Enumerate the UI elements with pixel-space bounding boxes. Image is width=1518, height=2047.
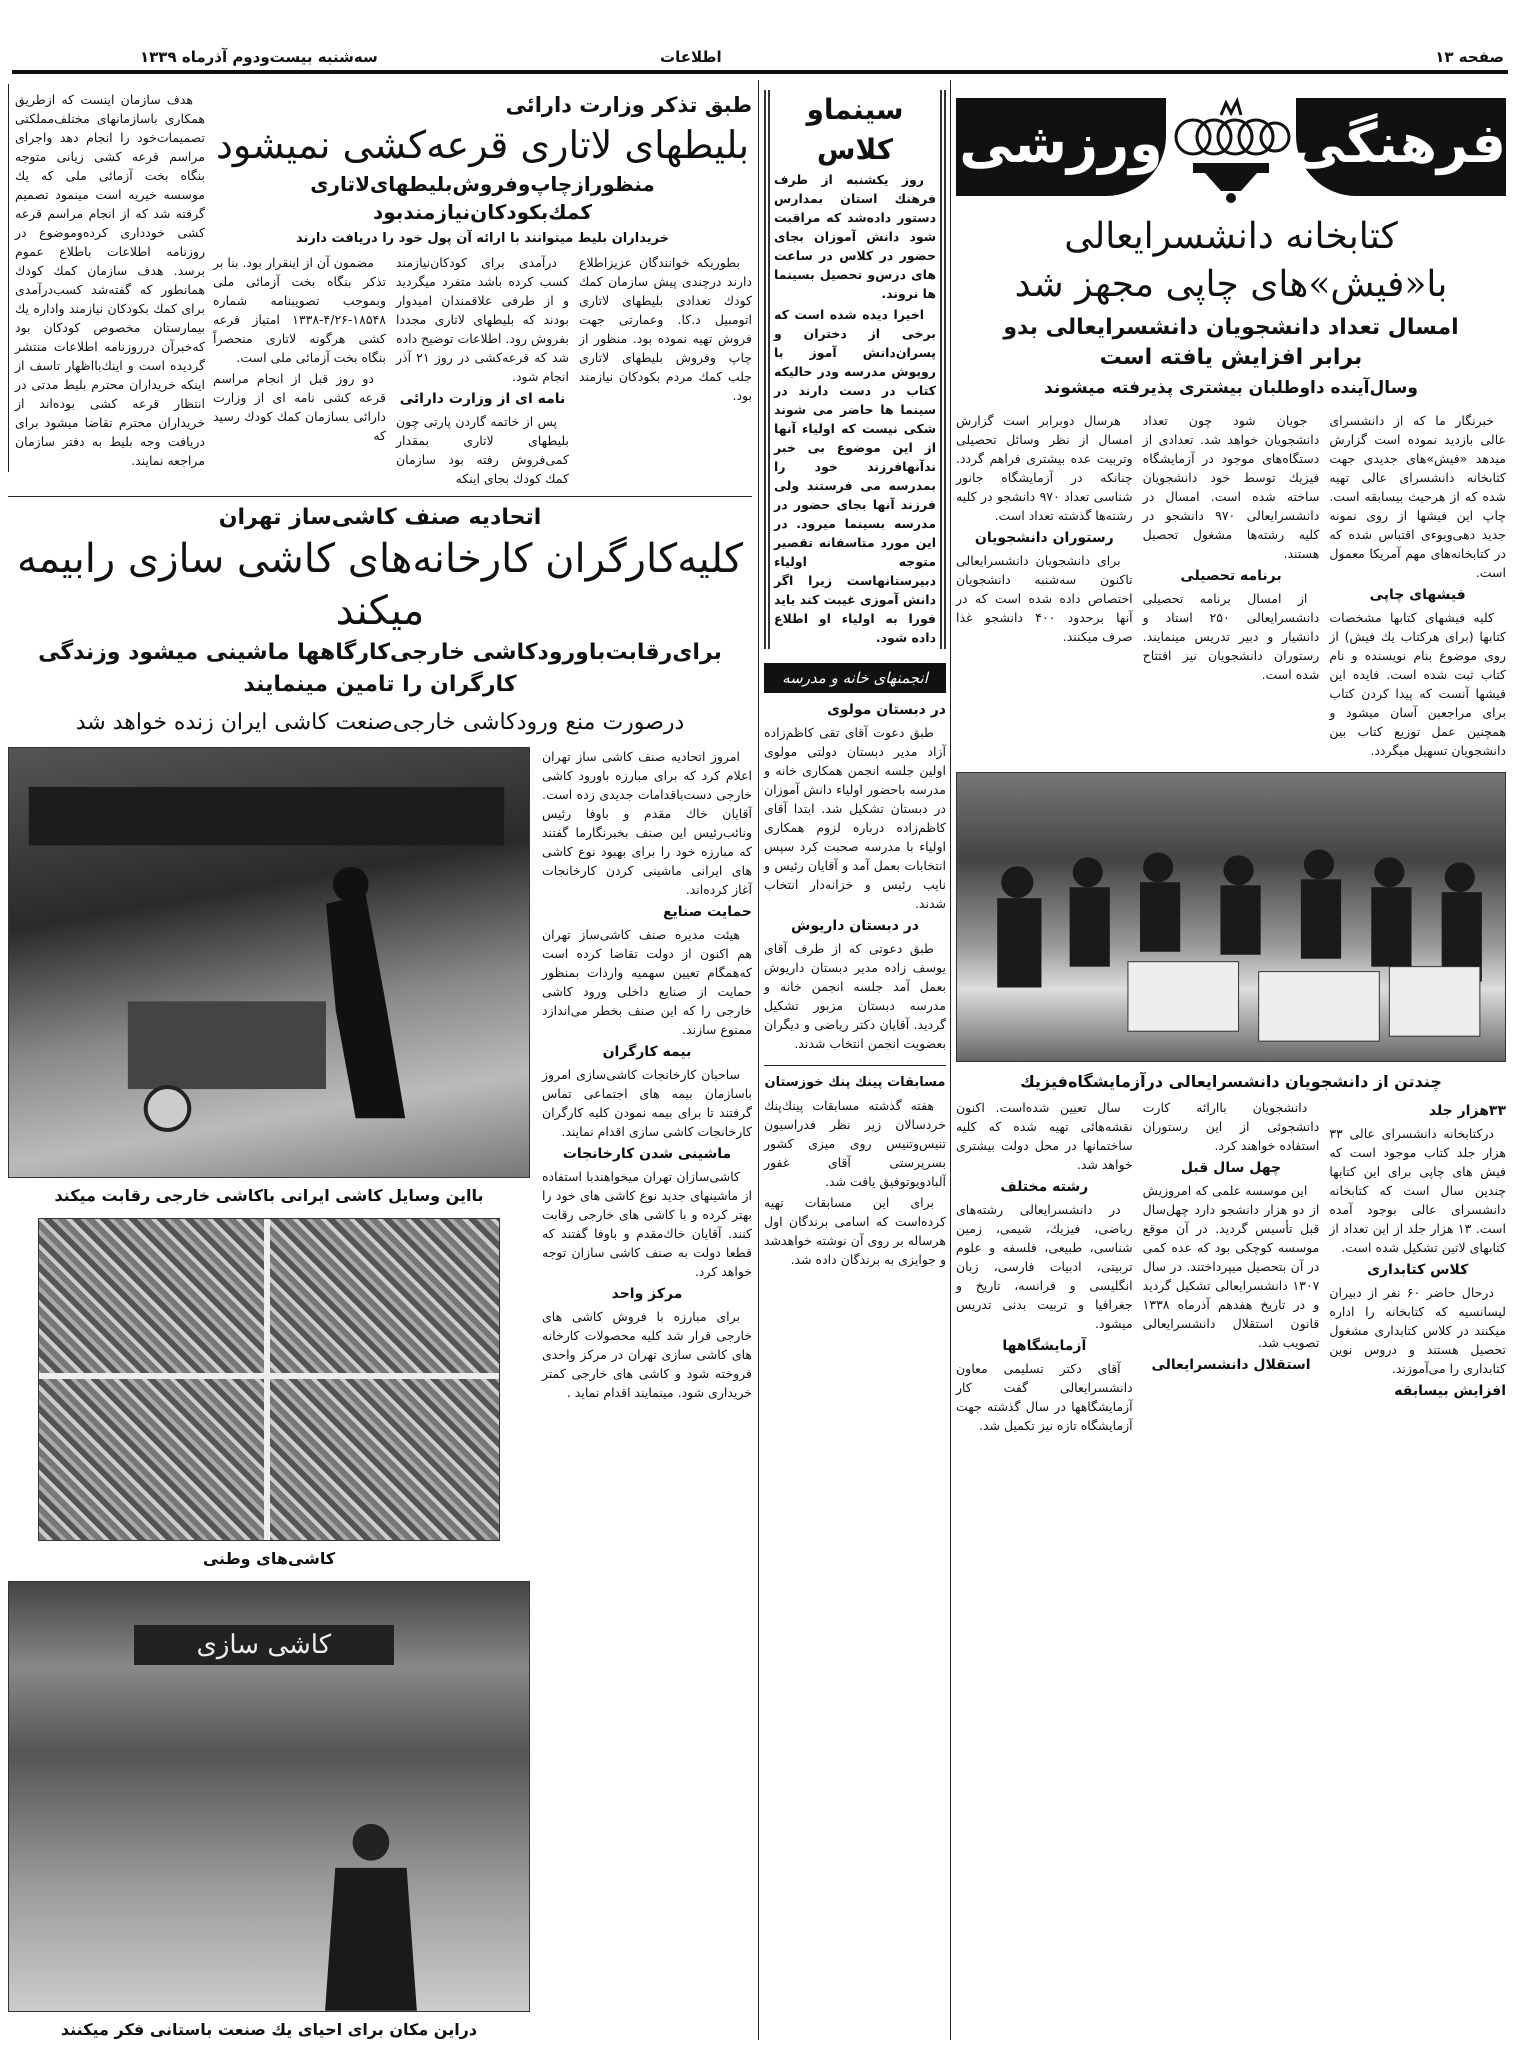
paragraph: دانشجویان باارائه کارت دانشجوئی از این رستوران استفاده خواهند کرد. — [1142, 1100, 1320, 1153]
headline-library: کتابخانه دانشسرایعالی — [1064, 216, 1398, 257]
paragraph: کاشی‌سازان تهران میخواهندبا استفاده از ماشینهای جدید نوع کاشی های خود را بهتر کرده و با کاشی های خارجی رقابت کنند. آقایان خاك‌مقدم و باوفا گفتند که قطعا دولت به صنف کاشی سازان توجه خواهد کرد. — [542, 1169, 752, 1279]
paragraph: طبق دعوتی که از طرف آقای یوسف زاده مدیر دبستان داریوش بعمل آمد جلسه انجمن خانه و مدرسه دبستان مزبور تشکیل گردید. آقایان دکتر ریاضی و دیگران بعضویت انجمن انتخاب شدند. — [764, 941, 946, 1051]
lottery-column-3 — [213, 253, 386, 447]
subhead: بیمه کارگران — [602, 1044, 692, 1060]
subhead: ماشینی شدن کارخانجات — [562, 1146, 732, 1162]
paragraph: کلیه فیشهای کتابها مشخصات کتابها (برای هرکتاب یك فیش) از روی موضوع بنام نویسنده و نام کتاب ثبت شده است. فایده این فیشها آنست که پیدا کردن کتاب برای مراجعین آسان میشود و همچنین عمل توزیع کتاب بین دانشجویان تسهیل میگردد. — [1329, 610, 1506, 758]
column-divider — [758, 80, 759, 2040]
paragraph: برای این مسابقات تهیه کرده‌است که اسامی برندگان اول هرساله بر روی آن نوشته خواهدشد و جوایزی به برندگان داده شد. — [764, 1195, 946, 1267]
paragraph: هدف سازمان اینست که ازطریق همکاری باسازمانهای مختلف‌مملکتی تصمیمات‌خود را انجام دهد واجرای مراسم قرعه کشی زیانی متوجه بنگاه بخت آزمائی ملی که یك موسسه خیریه است مینمود تصمیم گرفته شد که از انجام مراسم قرعه کشی خودداری کرده‌وموضوع در روزنامه اطلاعات باطلاع عموم برسد. هدف سازمان کمك کودك همانطور که گفته‌شد کسب‌درآمدی برای کمك بکودکان نیازمند واداره یك بیمارستان مخصوص کودکان بود که‌خبرآن درروزنامه اطلاعات منتشر گردیده است و اینك‌بااظهار تاسف از اینکه خریداران محترم بلیط مدتی در انتظار قرعه کشی بوده‌اند از خریداران محترم تقاضا میشود برای دریافت وجه بلیط به دفتر سازمان مراجعه نمایند. — [15, 92, 205, 468]
subhead: در دبستان داریوش — [791, 918, 919, 934]
paragraph: درآمدی برای کودکان‌نیازمند کسب کرده باشد متفرد میگردید و از طرفی علاقمندان امیدوار بودند که بلیطهای لاتاری مجددا بفروش رود. اطلاعات توضیح داده شد که قرعه‌کشی در روز ۲۱ آذر انجام شود. — [396, 255, 569, 384]
library-columns — [956, 411, 1506, 762]
left-section — [8, 84, 752, 2042]
subhead: رشته مختلف — [1000, 1179, 1089, 1195]
schools-banner: انجمنهای خانه و مدرسه — [764, 663, 946, 693]
subhead: افزایش بیسابقه — [1394, 1383, 1506, 1399]
banner-sports: ورزشی — [956, 98, 1166, 196]
pingpong-title: مسابقات پینك پنك خوزستان — [764, 1075, 946, 1090]
lottery-left-column — [8, 84, 205, 472]
tiles-photos — [8, 747, 530, 2042]
photo-caption-2: کاشی‌های وطنی — [202, 1549, 336, 1569]
paragraph: این موسسه علمی که امروزیش از دو هزار دانشجو دارد چهل‌سال قبل تأسیس گردید. در آن موقع موسسه کوچکی بود که عده کمی در آن بتحصیل میپرداختند. در سال ۱۳۰۷ دانشسرایعالی تشکیل گردید و در تاریخ هفدهم آذرماه ۱۳۳۸ قانون استقلال دانشسرایعالی تصویب شد. — [1142, 1183, 1320, 1350]
worker-figure — [9, 748, 529, 1177]
library-bottom-column-2 — [1143, 1098, 1320, 1378]
subhead: حمایت صنایع — [662, 904, 752, 920]
lottery-headline-block — [213, 84, 752, 249]
cinema-title: سینماو کلاس — [806, 93, 904, 166]
tiles-article — [8, 747, 752, 2042]
tiles-body-column — [542, 747, 752, 2042]
lab-photo-caption: چندتن از دانشجویان دانشسرایعالی درآزمایشگاه‌فیزیك — [1020, 1072, 1442, 1091]
section-banner — [956, 90, 1506, 205]
paragraph: برای مبارزه با فروش کاشی های خارجی قرار شد کلیه محصولات کارخانه های کاشی سازی تهران در مرکز واحدی فروخته شود و کاشی های خارجی کمتر خریداری شود. مینمایند اقدام نماید . — [542, 1309, 752, 1400]
paragraph: طبق دعوت آقای تقی کاظم‌زاده آزاد مدیر دبستان دولتی مولوی اولین جلسه انجمن همکاری خانه و مدرسه باحضور اولیاء دانش آموزان در دبستان تشکیل شد. ابتدا آقای کاظم‌زاده درباره لزوم همکاری اولیاء با مدرسه صحبت کرد سپس انتخابات بعمل آمد و آقایان رئیس و نایب رئیس و خزانه‌دار انتخاب شدند. — [764, 725, 946, 911]
subhead: نامه ای از وزارت دارائی — [399, 391, 566, 407]
paragraph: امروز اتحادیه صنف کاشی ساز تهران اعلام کرد که برای مبارزه باورود کاشی خارجی دست‌باقدامات جدیدی زده است. آقایان خاك مقدم و باوفا رئیس ونائب‌رئیس این صنف بخبرنگارما گفتند که مبارزه خود را برای بهبود نوع کاشی های ایرانی ماشینی کردن کارخانجات آغاز کرده‌اند. — [542, 749, 752, 897]
paragraph: از امسال برنامه تحصیلی دانشسرایعالی ۲۵۰ استاد و دانشیار و دبیر تدریس مینمایند. رستوران دانشجویان نیز افتتاح شده است. — [1142, 591, 1320, 682]
paragraph: آقای دکتر تسلیمی معاون دانشسرایعالی گفت کار آزمایشگاهها در سال گذشته جهت آزمایشگاه تازه نیز تکمیل شد. — [955, 1361, 1133, 1433]
middle-column — [764, 90, 946, 1271]
paragraph: هیئت مدیره صنف کاشی‌ساز تهران هم اکنون از دولت تقاضا کرده است که‌همگام تعیین سهمیه واردات بمنظور حمایت از صنایع داخلی ورود کاشی خارجی را که این صنف بخطر می‌اندازد ممنوع سازند. — [542, 927, 752, 1037]
issue-date: سه‌شنبه بیست‌ودوم آذرماه ۱۳۳۹ — [140, 48, 378, 66]
lottery-headline: بلیطهای لاتاری قرعه‌کشی نمیشود — [215, 123, 750, 167]
pingpong-body — [764, 1096, 946, 1269]
lottery-subheadline: منظوراز‌چاپ‌وفروش‌بلیطهای‌لاتاری کمك‌بکودکان‌نیازمند‌بود — [310, 172, 655, 224]
paragraph: اخیرا دیده شده است که برخی از دختران و پسران‌دانش آموز با روپوش مدرسه ودر حالیکه کتاب در دست دارند در سینما ها حاضر می شوند شکی نیست که اولیاء آنها از این موضوع بی خبر ندآنهافرزند خود را بمدرسه می فرستند ولی فرزند آنها بجای حضور در مدرسه بسینما میرود. در این مورد متاسفانه تقصیر متوجه اولیاء دبیرستانهاست زیرا اگر دانش آموزی غیبت کند باید فورا به اولیاء او اطلاع داده شود. — [774, 307, 936, 645]
photo-caption-1: بااین وسایل کاشی ایرانی باکاشی خارجی رقابت میکند — [54, 1185, 484, 1205]
lottery-article — [213, 84, 752, 490]
cinema-box — [764, 90, 946, 649]
library-headline-block — [956, 213, 1506, 403]
tile-shop-photo — [8, 1581, 530, 2012]
newspaper-name: اطلاعات — [660, 48, 722, 66]
masthead-rule — [12, 70, 1508, 74]
lottery-column-2 — [396, 253, 569, 490]
subheadline-applicants: وسال‌آینده داوطلبان بیشتری پذیرفته میشوند — [1044, 378, 1418, 398]
paragraph: پس از خاتمه گاردن پارتی چون بلیطهای لاتاری بمقدار کمی‌فروش رفته بود سازمان کمك کودك بجای اینکه — [396, 414, 569, 486]
shop-sign: کاشی سازی — [134, 1625, 394, 1665]
subhead: در دبستان مولوی — [827, 702, 946, 718]
paragraph: جویان شود چون تعداد دانشجویان خواهد شد. تعدادی از دستگاه‌های موجود در آزمایشگاه فیزیك توسط خود دانشجویان ساخته شده است. امسال در دانشسرایعالی ۹۷۰ دانشجو در کلیه رشته‌ها مشغول تحصیل هستند. — [1142, 413, 1320, 561]
subhead: برنامه تحصیلی — [1180, 568, 1282, 584]
banner-culture: فرهنگی — [1296, 98, 1506, 196]
subheadline-students: امسال تعداد دانشجویان دانشسرایعالی بدو برابر افزایش یافته است — [1003, 315, 1459, 370]
subhead: فیشهای چاپی — [1369, 587, 1466, 603]
paragraph: هرسال دوبرابر است گزارش امسال از نظر وسائل تحصیلی وتربیت عده بیشتری فراهم گردد. چنانکه در آزمایشگاه جانور شناسی تعداد ۹۷۰ دانشجو در کلیه رشته‌ها گذشته تعداد است. — [955, 413, 1133, 523]
cinema-body — [774, 170, 936, 647]
lottery-column-1 — [579, 253, 752, 407]
paragraph: روز یکشنبه از طرف فرهنك استان بمدارس دستور داده‌شد که مراقبت شود دانش آموزان بجای حضور در کلاس در ساعت های درس‌و تحصیل بسینما ها نروند. — [774, 172, 936, 301]
library-bottom-columns — [956, 1098, 1506, 1437]
paragraph: مضمون آن از اینقرار بود. بنا بر تذکر بنگاه بخت آزمائی ملی وبموجب تصویبنامه شماره ۱۸۵۴۸-۴/۲۶-۱۳۳۸ امتیاز قرعه کشی هرگونه لاتاری منحصراً بنگاه بخت آزمائی ملی است. — [213, 255, 386, 365]
column-divider — [950, 80, 951, 2040]
subhead: چهل سال قبل — [1180, 1160, 1282, 1176]
library-column-2 — [1143, 411, 1320, 686]
photo-caption-3: دراین مکان برای احیای یك صنعت باستانی فکر میکنند — [60, 2020, 478, 2040]
page-number: صفحه ۱۳ — [1435, 48, 1504, 66]
tiles-headline: کلیه‌کارگران کارخانه‌های کاشی سازی رابیمه میکند — [16, 536, 744, 634]
tiles-kicker: اتحادیه صنف کاشی‌ساز تهران — [218, 505, 542, 530]
lottery-kicker: طبق تذکر وزارت دارائی — [505, 93, 752, 117]
subhead: کلاس کتابداری — [1367, 1262, 1469, 1278]
subhead: ۳۳هزار جلد — [1428, 1103, 1506, 1119]
tiles-subheadline-2: درصورت منع ورودکاشی خارجی‌صنعت کاشی ایران زنده خواهد شد — [75, 710, 685, 735]
paragraph: خبرنگار ما که از دانشسرای عالی بازدید نموده است گزارش میدهد «فیش»های جدیدی جهت کتابخانه دانشسرای عالی تهیه شده که از هرحیث بیسابقه است. چاپ این فیشها از روی نمونه جدید دهی‌ویوءی اقتباس شده که در کتابخانه‌های مهم آمریکا معمول است. — [1329, 413, 1506, 580]
headline-library-2: با«فیش»های چاپی مجهز شد — [1014, 264, 1448, 305]
tiles-photo — [38, 1218, 500, 1542]
tiles-headline-block — [8, 497, 752, 739]
paragraph: برای دانشجویان دانشسرایعالی تاکنون سه‌شنبه دانشجویان اختصاص داده شده است که در آنها برحدود ۴۰۰ دانشجو غذا صرف میکنند. — [955, 553, 1133, 644]
library-bottom-column-1 — [1329, 1098, 1506, 1404]
lottery-columns — [213, 253, 752, 490]
paragraph: درحال حاضر ۶۰ نفر از دبیران لیسانسیه که کتابخانه را اداره میکنند در کلاس کتابداری مشغول تحصیل هستند و دروس نوین کتابداری را می‌آموزند. — [1329, 1285, 1506, 1376]
man-figure — [9, 1582, 529, 2011]
paragraph: بطوریکه خوانندگان عزیزاطلاع دارند درچندی پیش سازمان کمك کودك تعدادی بلیطهای لاتاری اتومبیل د.کا. وعمارتی جهت فروش تهیه نموده بود. منظور از چاپ وفروش بلیطهای لاتاری جلب کمك مردم بکودکان نیازمند بود. — [579, 255, 752, 403]
paragraph: هفته گذشته مسابقات پینك‌پنك خرد‌سالان زیر نظر فدراسیون تنیس‌وتنیس روی میزی کشور بسرپرستی آقای غفور آلبادویوتوفیق یافت شد. — [764, 1098, 946, 1189]
lottery-subheadline-2: خریداران بلیط میتوانند با ارائه آن پول خود را دریافت دارند — [295, 231, 670, 246]
subhead: مرکز واحد — [611, 1286, 683, 1302]
subhead: رستوران دانشجویان — [974, 530, 1114, 546]
tile-grout — [264, 1219, 270, 1541]
schools-column — [764, 697, 946, 1055]
subhead: استقلال دانشسرایعالی — [1151, 1357, 1311, 1373]
subhead: آزمایشگاهها — [1002, 1338, 1087, 1354]
paragraph: در دانشسرایعالی رشته‌های ریاضی، فیزیك، شیمی، زمین شناسی، طبیعی، فلسفه و علوم تربیتی، ادبیات فارسی، زبان انگلیسی و فرانسه، تاریخ و جغرافیا و تربیت بدنی تدریس میشود. — [955, 1202, 1133, 1331]
library-column-1 — [1329, 411, 1506, 762]
library-bottom-column-3 — [956, 1098, 1133, 1437]
pingpong-article — [764, 1065, 946, 1271]
olympic-torch-icon — [1171, 95, 1291, 205]
paragraph: درکتابخانه دانشسرای عالی ۳۳ هزار جلد کتاب موجود است که فیش های چاپی برای این کتابها چندین سال است که کتابخانه دانشسرای عالی بوجود آمده است. ۱۳ هزار جلد از این تعداد از کتابهای لاتین تشکیل شده است. — [1329, 1126, 1506, 1255]
lottery-row — [8, 84, 752, 497]
paragraph: دو روز قبل از انجام مراسم قرعه کشی نامه ای از وزارت دارائی بسازمان کمك کودك رسید که — [213, 371, 386, 443]
culture-sports-section — [956, 90, 1506, 1437]
paragraph: ساحبان کارخانجات کاشی‌سازی امروز باسازمان بیمه های اجتماعی تماس گرفتند تا برای بیمه نمودن کلیه کارگران کارخانجات کاشی سازی اقدام نمایند. — [542, 1067, 752, 1139]
paragraph: سال تعیین شده‌است. اکنون نقشه‌هائی تهیه شده که کلیه ساختمانها در محل دولت بیشتری خواهد شد. — [955, 1100, 1133, 1172]
tiles-subheadline: برای‌رقابت‌باورودکاشی خارجی‌کارگاهها ماشینی میشود وزندگی کارگران را تامین مینمایند — [38, 640, 722, 697]
library-column-3 — [956, 411, 1133, 648]
students-figures — [957, 773, 1505, 1061]
physics-lab-photo — [956, 772, 1506, 1062]
tile-workshop-photo — [8, 747, 530, 1178]
